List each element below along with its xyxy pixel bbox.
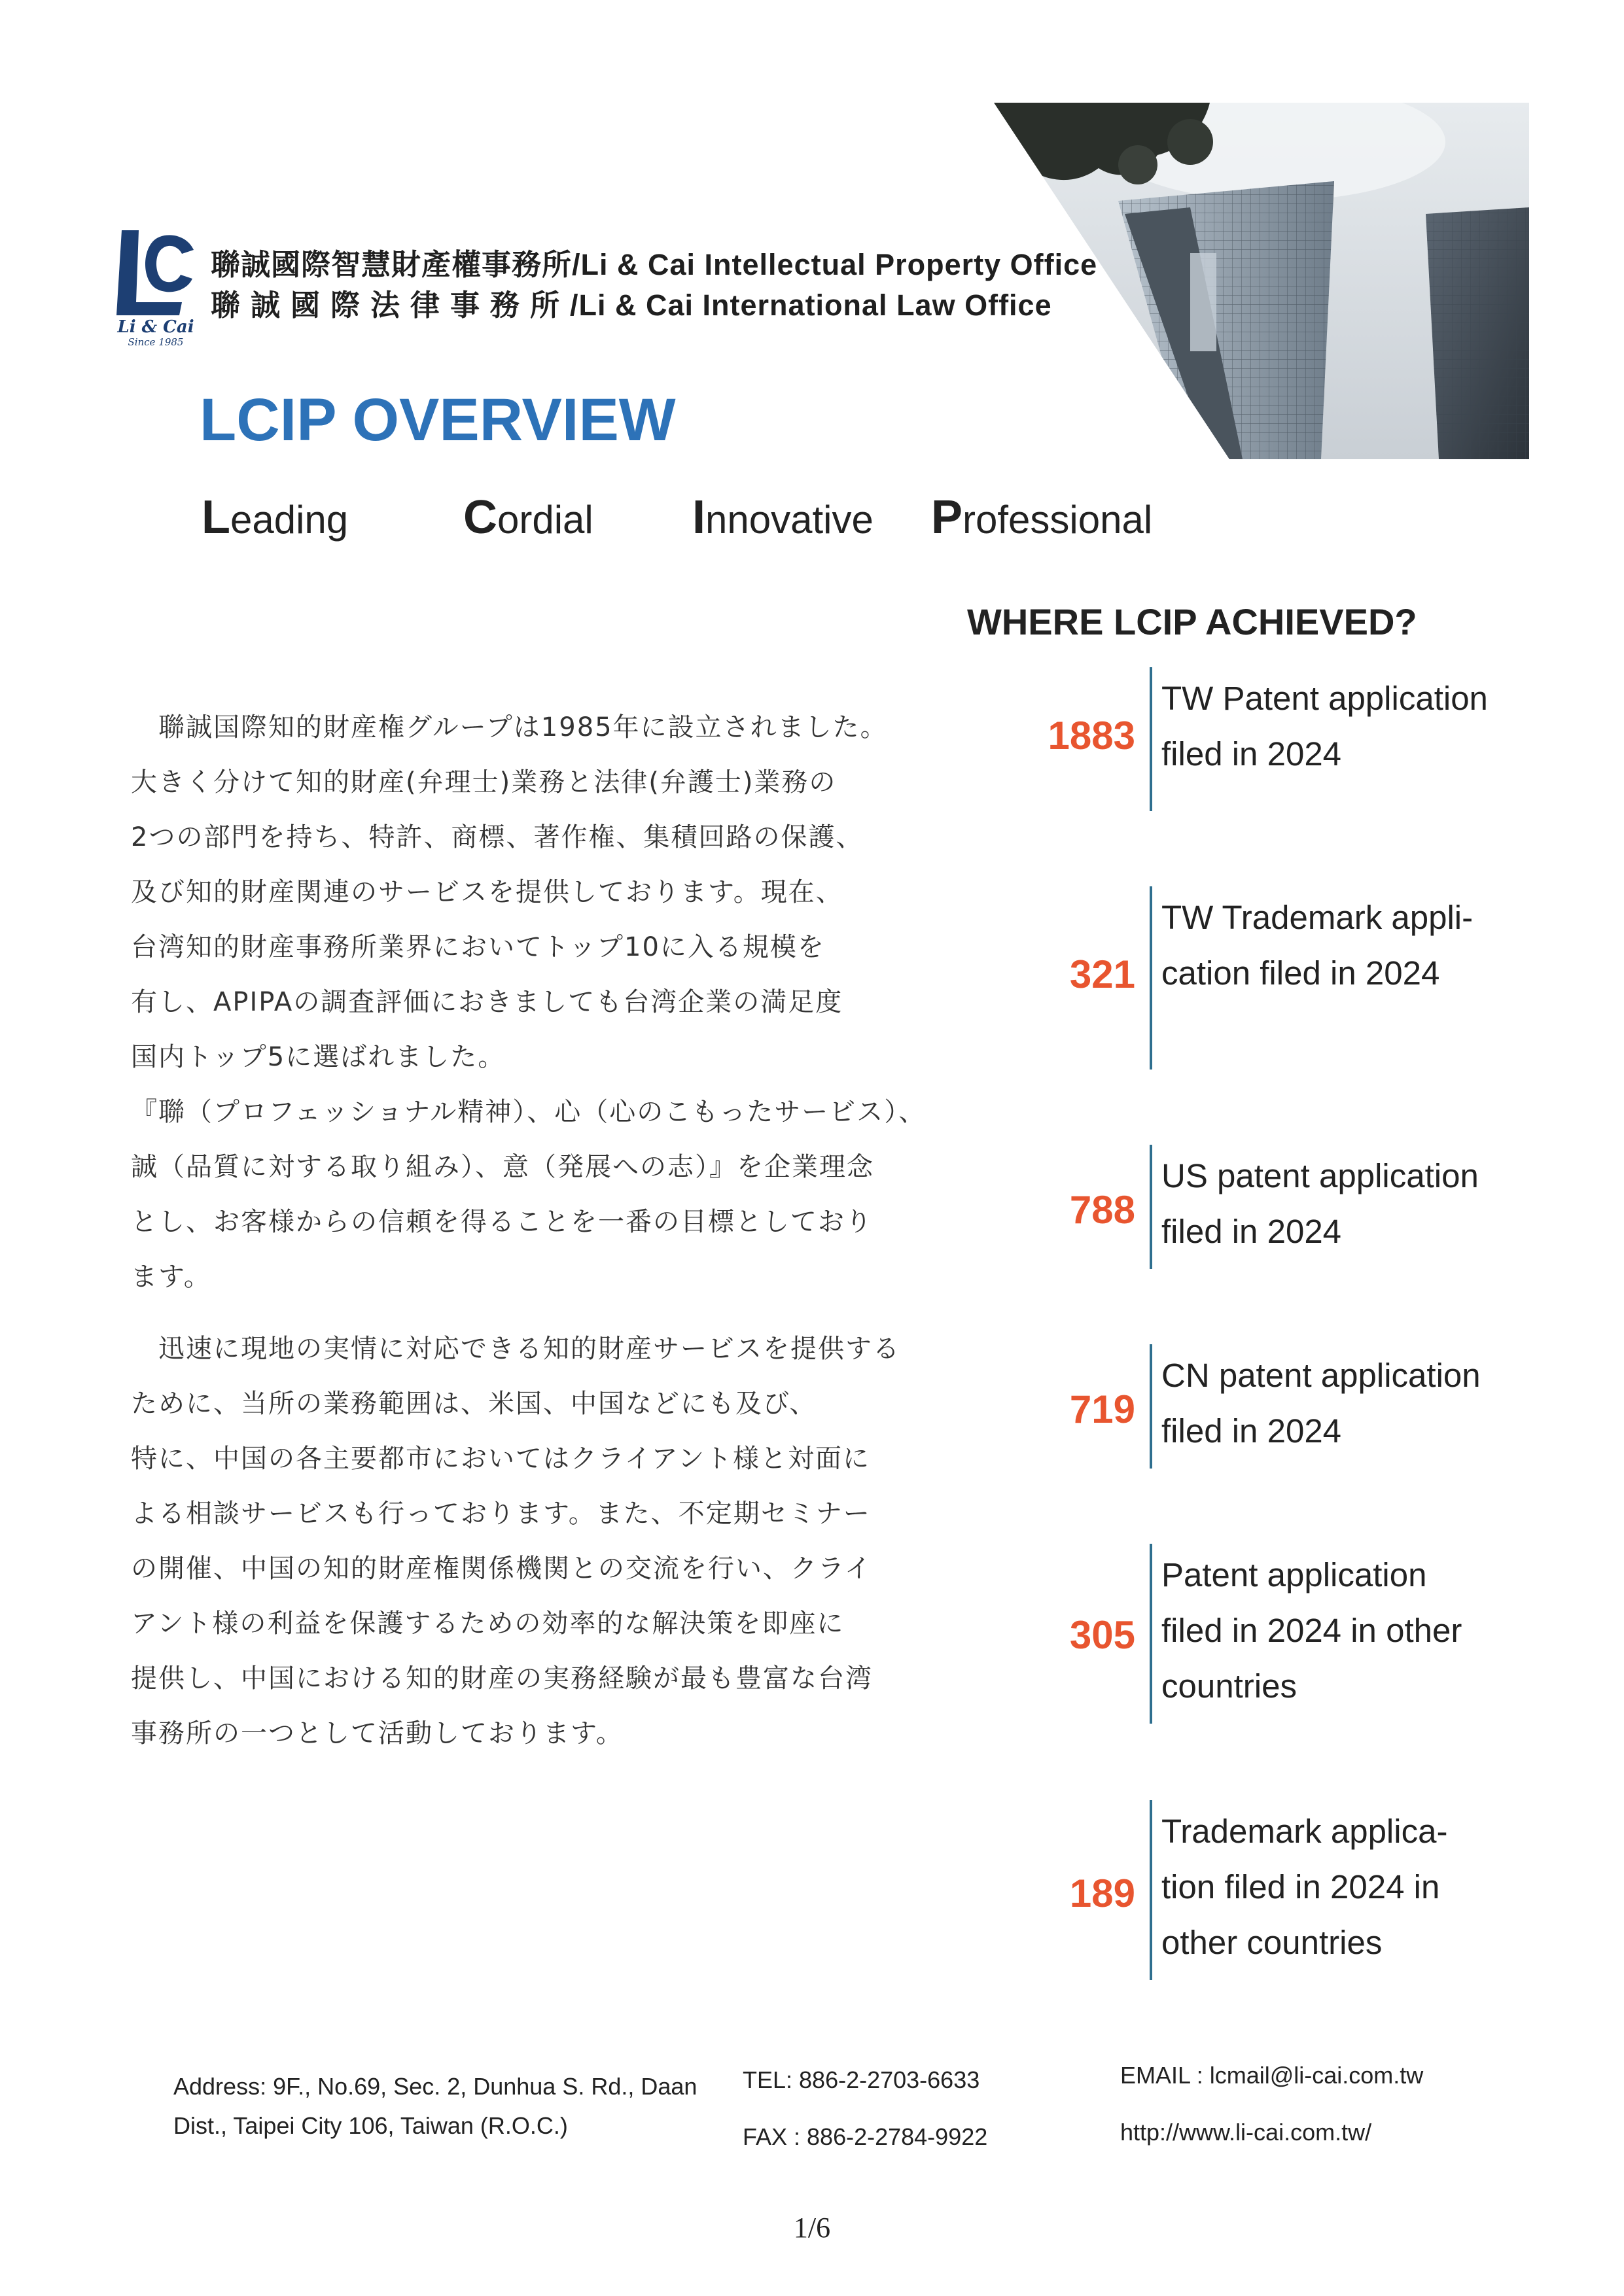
org-name-ip-office: 聯誠國際智慧財產權事務所/Li & Cai Intellectual Property Office [211, 247, 1098, 282]
footer-address: Address: 9F., No.69, Sec. 2, Dunhua S. Rd., Daan Dist., Taipei City 106, Taiwan (R.O.C.) [173, 2073, 697, 2139]
stat-tw-trademark-number: 321 [1069, 952, 1135, 996]
logo-since: Since 1985 [128, 336, 184, 348]
motto-leading: Leading [202, 491, 349, 544]
motto-professional: Professional [931, 491, 1153, 544]
stat-cn-patent-number: 719 [1069, 1387, 1135, 1431]
stat-other-patent-label: Patent application filed in 2024 in other countries [1161, 1556, 1462, 1705]
org-name-law-office: 聯誠國際法律事務所/Li & Cai International Law Office [211, 288, 1052, 322]
logo-text: Li & Cai [117, 317, 194, 337]
intro-paragraph-2: 迅速に現地の実情に対応できる知的財産サービスを提供する ために、当所の業務範囲は、米国、中国などにも及び、 特に、中国の各主要都市においてはクライアント様と対面に よる相談サービスも行っております。また、不定期セミナー の開催、中国の知的財産権関係機関との交流を行い、クライ アント様の利益を保護するための効率的な解決策を即座に 提供し、中国における知的財産の実務経験が最も豊富な台湾 事務所の一つとして活動しております。 [131, 1334, 900, 1748]
stat-tw-trademark-label: TW Trademark appli- cation filed in 2024 [1161, 899, 1474, 992]
stat-us-patent-number: 788 [1069, 1188, 1135, 1232]
footer-tel: TEL: 886-2-2703-6633 [743, 2066, 980, 2093]
footer-email[interactable]: EMAIL : lcmail@li-cai.com.tw [1120, 2062, 1424, 2089]
footer-website-link[interactable]: http://www.li-cai.com.tw/ [1120, 2119, 1372, 2146]
stat-cn-patent-label: CN patent application filed in 2024 [1161, 1357, 1481, 1450]
stat-us-patent-label: US patent application filed in 2024 [1161, 1157, 1479, 1250]
stat-other-patent-number: 305 [1069, 1613, 1135, 1657]
stat-divider [1150, 1344, 1152, 1469]
stat-divider [1150, 1145, 1152, 1269]
page-title: LCIP OVERVIEW [200, 387, 676, 453]
stat-divider [1150, 667, 1152, 811]
stat-divider [1150, 1544, 1152, 1724]
stat-other-trademark-number: 189 [1069, 1871, 1135, 1915]
stat-other-trademark-label: Trademark applica- tion filed in 2024 in other countries [1161, 1813, 1448, 1961]
stat-tw-patent-number: 1883 [1048, 714, 1135, 757]
intro-paragraph-1: 聯誠国際知的財産権グループは1985年に設立されました。 大きく分けて知的財産(弁理士)業務と法律(弁護士)業務の 2つの部門を持ち、特許、商標、著作権、集積回路の保護、 及び知的財産関連のサービスを提供しております。現在、 台湾知的財産事務所業界においてトップ10に入る規模を 有し、APIPAの調査評価におきましても台湾企業の満足度 国内トップ5に選ばれました。 『聯（プロフェッショナル精神）、心（心のこもったサービス）、 誠（品質に対する取り組み）、意（発展への志）』を企業理念 とし、お客様からの信頼を得ることを一番の目標としており ます。 [131, 712, 927, 1292]
page-number: 1/6 [793, 2212, 831, 2244]
achievements-heading: WHERE LCIP ACHIEVED? [967, 601, 1417, 642]
footer-fax: FAX : 886-2-2784-9922 [743, 2123, 988, 2150]
motto-cordial: Cordial [463, 491, 593, 544]
stat-divider [1150, 1800, 1152, 1980]
motto-innovative: Innovative [692, 491, 874, 544]
stat-tw-patent-label: TW Patent application filed in 2024 [1161, 680, 1488, 773]
li-cai-logo [110, 224, 202, 348]
stat-divider [1150, 886, 1152, 1070]
